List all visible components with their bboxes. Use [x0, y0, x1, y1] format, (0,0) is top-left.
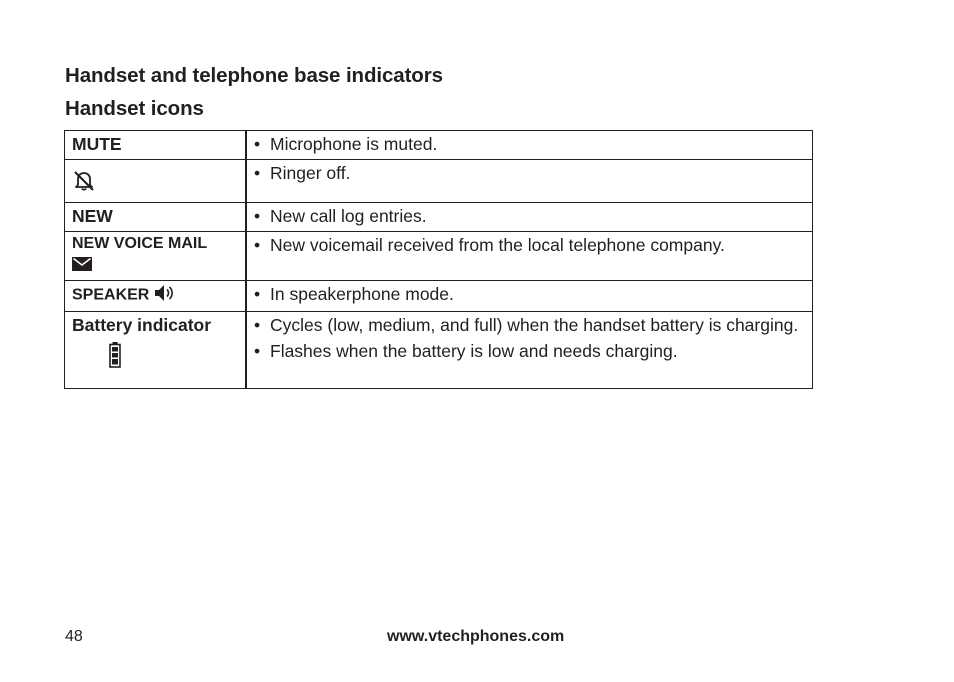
list-item: • Flashes when the battery is low and needs charging.	[254, 341, 805, 361]
list-item: • Cycles (low, medium, and full) when the handset battery is charging.	[254, 315, 805, 335]
ringer-off-icon	[72, 169, 96, 198]
table-row	[65, 281, 813, 312]
row-description-cell	[246, 131, 813, 160]
row-label-cell	[65, 232, 247, 281]
table-row	[65, 160, 813, 203]
footer-url: www.vtechphones.com	[387, 628, 565, 645]
list-item: • Ringer off.	[254, 163, 805, 183]
mute-label: MUTE	[72, 134, 122, 154]
row-label-cell	[65, 281, 247, 312]
battery-indicator-label: Battery indicator	[72, 315, 212, 335]
table-row	[65, 312, 813, 389]
row-label-cell	[65, 131, 247, 160]
row-description-cell	[246, 160, 813, 203]
row-label-cell	[65, 160, 247, 203]
list-item: • New voicemail received from the local telephone company.	[254, 235, 805, 255]
page-heading: Handset and telephone base indicators	[65, 64, 443, 87]
list-item: • New call log entries.	[254, 206, 805, 226]
list-item: • Microphone is muted.	[254, 134, 805, 154]
section-heading: Handset icons	[65, 97, 204, 120]
row-label-cell	[65, 312, 247, 389]
speaker-label: SPEAKER	[72, 286, 150, 304]
row-description-cell	[246, 312, 813, 389]
row-description-cell	[246, 203, 813, 232]
row-description-cell	[246, 232, 813, 281]
page-number: 48	[65, 628, 83, 645]
list-item: • In speakerphone mode.	[254, 284, 805, 304]
envelope-icon	[72, 255, 92, 276]
table-row	[65, 232, 813, 281]
new-voice-mail-label: NEW VOICE MAIL	[72, 235, 208, 252]
row-description-cell	[246, 281, 813, 312]
speaker-icon	[154, 284, 176, 307]
table-row	[65, 131, 813, 160]
handset-icons-table	[64, 130, 813, 389]
table-row	[65, 203, 813, 232]
row-label-cell	[65, 203, 247, 232]
battery-icon	[109, 342, 121, 373]
new-label: NEW	[72, 206, 113, 226]
